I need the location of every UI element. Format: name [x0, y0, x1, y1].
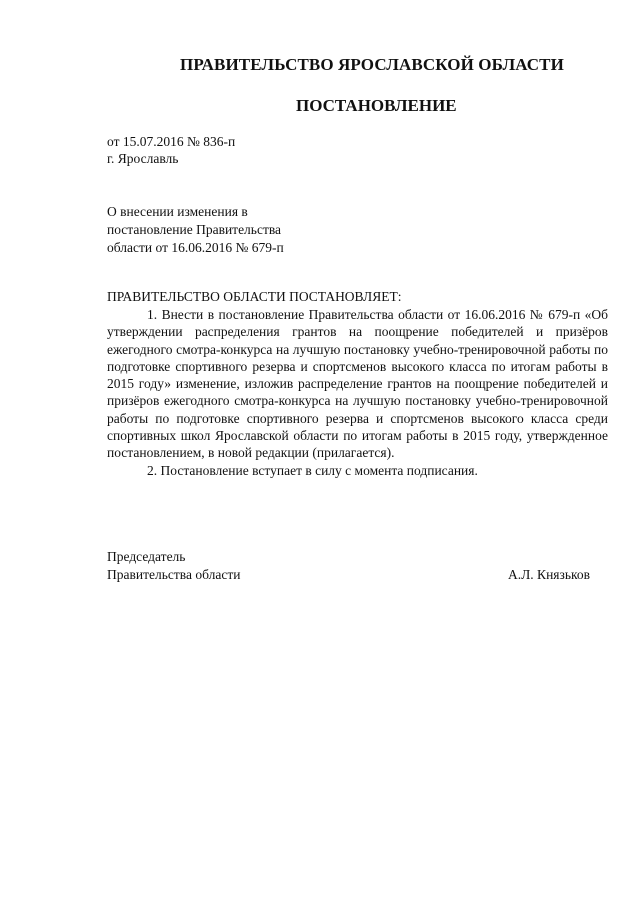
signature-block	[107, 548, 590, 584]
body-paragraph: 1. Внести в постановление Правительства области от 16.06.2016 № 679-п «Об утверждении распределения грантов на поощрение победителей и призёров ежегодного смотра-конкурса на лучшую постановку учебно-тренировочной работы по подготовке спортивного резерва и спортсменов высокого класса по итогам работы в 2015 году» изменение, изложив распределение грантов на поощрение победителей и призёров ежегодного смотра-конкурса на лучшую постановку учебно-тренировочной работы по подготовке спортивного резерва и спортсменов высокого класса среди спортивных школ Ярославской области по итогам работы в 2015 году, утвержденное постановлением, в новой редакции (прилагается).	[107, 307, 608, 461]
subject-line: О внесении изменения в	[107, 204, 248, 219]
city: г. Ярославль	[107, 151, 179, 166]
signer-position-line1: Председатель	[107, 549, 186, 564]
signer-position-line2: Правительства области	[107, 567, 241, 582]
subject-line: постановление Правительства	[107, 222, 282, 237]
document-body	[107, 306, 608, 479]
document-type: ПОСТАНОВЛЕНИЕ	[296, 96, 457, 115]
organization-title: ПРАВИТЕЛЬСТВО ЯРОСЛАВСКОЙ ОБЛАСТИ	[180, 55, 564, 74]
body-paragraph: 2. Постановление вступает в силу с момента подписания.	[147, 462, 478, 478]
decree-heading: ПРАВИТЕЛЬСТВО ОБЛАСТИ ПОСТАНОВЛЯЕТ:	[107, 289, 402, 304]
date-number: от 15.07.2016 № 836-п	[107, 134, 236, 149]
subject-line: области от 16.06.2016 № 679-п	[107, 240, 284, 255]
signer-name: А.Л. Князьков	[508, 567, 590, 582]
signature-row	[107, 566, 590, 584]
document-subject	[107, 203, 357, 257]
